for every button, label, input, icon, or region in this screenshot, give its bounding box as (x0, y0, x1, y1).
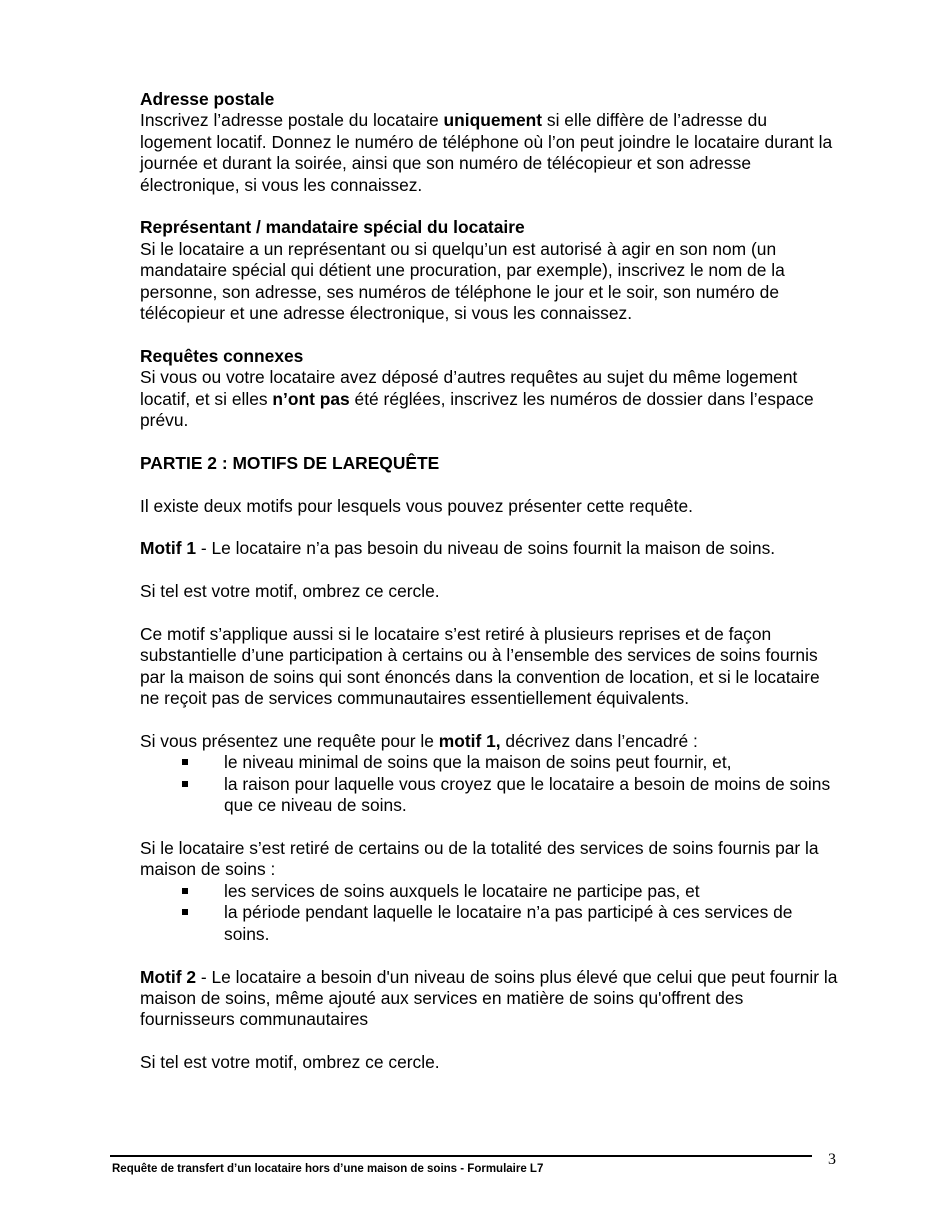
motif2-label: Motif 2 (140, 966, 197, 987)
motif1-applies-paragraph: Ce motif s’applique aussi si le locataire s’est retiré à plusieurs reprises et de façon substantielle d’une participation à certains ou à l’ensemble des services de soins fournis par la maison de soins qui sont énoncés dans la convention de location, et si le locataire ne reçoit pas de services communautaires essentiellement équivalents. (140, 624, 820, 709)
partie2-heading: PARTIE 2 : MOTIFS DE LAREQUÊTE (140, 452, 440, 473)
representant-heading: Représentant / mandataire spécial du locataire (140, 217, 525, 238)
requetes-paragraph (140, 367, 840, 431)
representant-paragraph: Si le locataire a un représentant ou si quelqu’un est autorisé à agir en son nom (un mandataire spécial qui détient une procuration, par exemple), inscrivez le nom de la personne, son adresse, ses numéros de téléphone le jour et le soir, son numéro de télécopieur et une adresse électronique, si vous les connaissez. (140, 238, 785, 324)
adresse-heading: Adresse postale (140, 89, 275, 109)
motif1-describe-emphasis: motif 1, (438, 731, 501, 752)
motif1-shade-instruction: Si tel est votre motif, ombrez ce cercle. (140, 581, 440, 602)
adresse-text-2: si elle diffère de l’adresse du logement locatif. Donnez le numéro de téléphone où l’on peut joindre le locataire durant la journée et durant la soirée, ainsi que son numéro de télécopieur et son adresse électronique, si vous les connaissez. (140, 110, 833, 195)
list-item-text: la période pendant laquelle le locataire n’a pas participé à ces services de soins. (224, 902, 793, 944)
footer-divider (110, 1155, 812, 1157)
motif1-statement (140, 538, 840, 559)
list-item-text: le niveau minimal de soins que la maison de soins peut fournir, et, (224, 752, 732, 773)
motif1-describe (140, 731, 840, 752)
adresse-paragraph (140, 110, 840, 196)
list-item (140, 774, 840, 817)
motif1-describe-list (140, 752, 840, 816)
page-number: 3 (828, 1151, 836, 1168)
motif1-withdrawn: Si le locataire s’est retiré de certains ou de la totalité des services de soins fournis par la maison de soins : (140, 838, 819, 880)
list-item (140, 881, 840, 902)
requetes-heading: Requêtes connexes (140, 345, 304, 366)
requetes-text-1: Si vous ou votre locataire avez déposé d’autres requêtes au sujet du même logement locatif, et si elles (140, 367, 798, 409)
square-bullet-icon (182, 909, 188, 915)
adresse-text-1: Inscrivez l’adresse postale du locataire (140, 110, 444, 131)
adresse-emphasis: uniquement (443, 110, 543, 131)
motif1-withdrawn-list (140, 881, 840, 945)
list-item (140, 902, 840, 945)
square-bullet-icon (182, 888, 188, 894)
partie2-intro: Il existe deux motifs pour lesquels vous pouvez présenter cette requête. (140, 495, 693, 516)
list-item-text: la raison pour laquelle vous croyez que le locataire a besoin de moins de soins que ce niveau de soins. (224, 773, 831, 816)
square-bullet-icon (182, 759, 188, 765)
page-content (140, 89, 840, 1074)
motif2-text: - Le locataire a besoin d'un niveau de soins plus élevé que celui que peut fournir la maison de soins, même ajouté aux services en matière de soins qu'offrent des fournisseurs communautaires (140, 966, 838, 1030)
footer-title: Requête de transfert d’un locataire hors d’une maison de soins - Formulaire L7 (112, 1163, 544, 1175)
requetes-text-2: été réglées, inscrivez les numéros de dossier dans l’espace prévu. (140, 388, 814, 431)
square-bullet-icon (182, 781, 188, 787)
motif1-describe-text-2: décrivez dans l’encadré : (500, 731, 698, 752)
motif2-statement (140, 967, 840, 1031)
requetes-emphasis: n’ont pas (272, 388, 350, 409)
motif1-describe-text-1: Si vous présentez une requête pour le (140, 731, 439, 752)
motif1-text: - Le locataire n’a pas besoin du niveau de soins fournit la maison de soins. (196, 538, 776, 559)
list-item (140, 752, 840, 773)
motif2-shade-instruction: Si tel est votre motif, ombrez ce cercle. (140, 1052, 440, 1073)
motif1-label: Motif 1 (140, 538, 197, 559)
list-item-text: les services de soins auxquels le locataire ne participe pas, et (224, 880, 700, 901)
